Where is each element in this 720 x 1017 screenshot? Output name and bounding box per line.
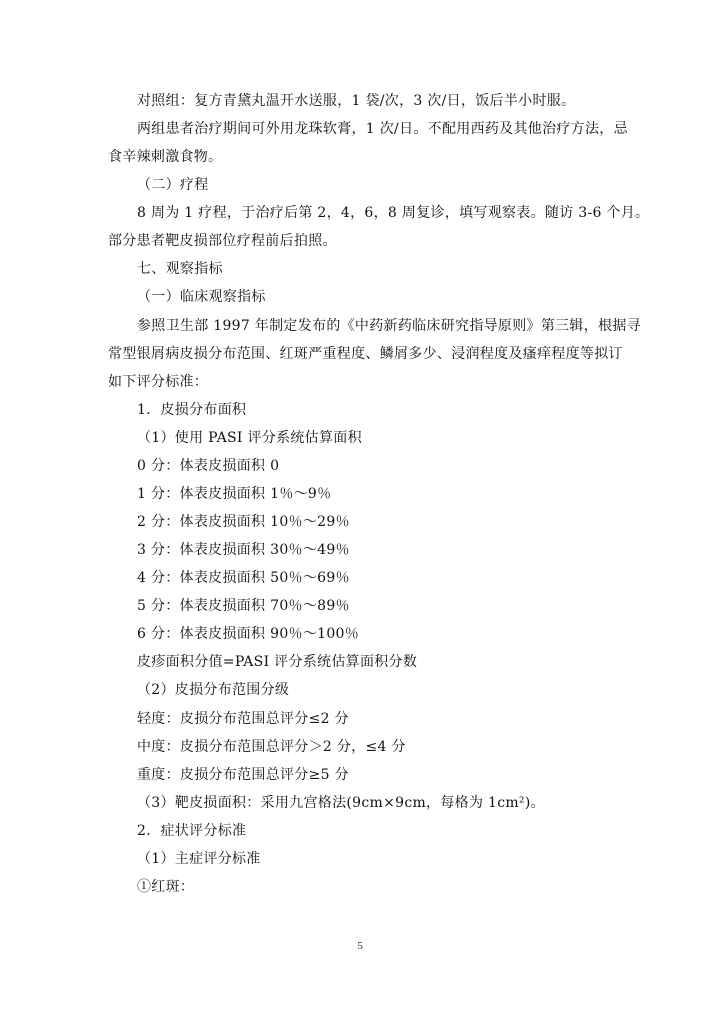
page-number: 5: [357, 940, 363, 952]
section-heading: （1）主症评分标准: [137, 851, 261, 867]
text-line: 两组患者治疗期间可外用龙珠软膏，1 次/日。不配用西药及其他治疗方法，忌: [137, 121, 628, 137]
score-line: 1 分：体表皮损面积 1％～9％: [137, 486, 332, 502]
section-heading: （二）疗程: [137, 177, 209, 193]
grade-line: 重度：皮损分布范围总评分≥5 分: [137, 767, 349, 783]
score-line: 2 分：体表皮损面积 10％～29％: [137, 514, 350, 530]
section-heading: 2．症状评分标准: [137, 823, 247, 839]
text-line: ①红斑：: [137, 879, 195, 895]
text-line: （3）靶皮损面积：采用九宫格法(9cm×9cm，每格为 1cm²)。: [137, 795, 545, 811]
score-line: 6 分：体表皮损面积 90％～100％: [137, 626, 360, 642]
grade-line: 轻度：皮损分布范围总评分≤2 分: [137, 711, 349, 727]
score-line: 3 分：体表皮损面积 30％～49％: [137, 542, 350, 558]
score-line: 4 分：体表皮损面积 50％～69％: [137, 570, 350, 586]
score-line: 5 分：体表皮损面积 70％～89％: [137, 598, 350, 614]
text-line: 8 周为 1 疗程，于治疗后第 2，4，6，8 周复诊，填写观察表。随访 3-6 个月。: [137, 205, 650, 221]
grade-line: 中度：皮损分布范围总评分＞2 分，≤4 分: [137, 739, 406, 755]
text-line: 对照组：复方青黛丸温开水送服，1 袋/次，3 次/日，饭后半小时服。: [137, 93, 576, 109]
text-line: 参照卫生部 1997 年制定发布的《中药新药临床研究指导原则》第三辑，根据寻: [137, 318, 641, 334]
text-line: 食辛辣刺激食物。: [108, 149, 223, 165]
text-line: 如下评分标准：: [108, 374, 209, 390]
score-line: 0 分：体表皮损面积 0: [137, 458, 280, 474]
text-line: 常型银屑病皮损分布范围、红斑严重程度、鳞屑多少、浸润程度及瘙痒程度等拟订: [108, 346, 623, 362]
section-heading: （一）临床观察指标: [137, 289, 266, 305]
section-heading: （1）使用 PASI 评分系统估算面积: [137, 430, 362, 446]
section-heading: 七、观察指标: [137, 261, 223, 277]
section-heading: 1．皮损分布面积: [137, 402, 247, 418]
section-heading: （2）皮损分布范围分级: [137, 682, 290, 698]
text-line: 部分患者靶皮损部位疗程前后拍照。: [108, 233, 337, 249]
text-line: 皮疹面积分值=PASI 评分系统估算面积分数: [137, 654, 418, 670]
